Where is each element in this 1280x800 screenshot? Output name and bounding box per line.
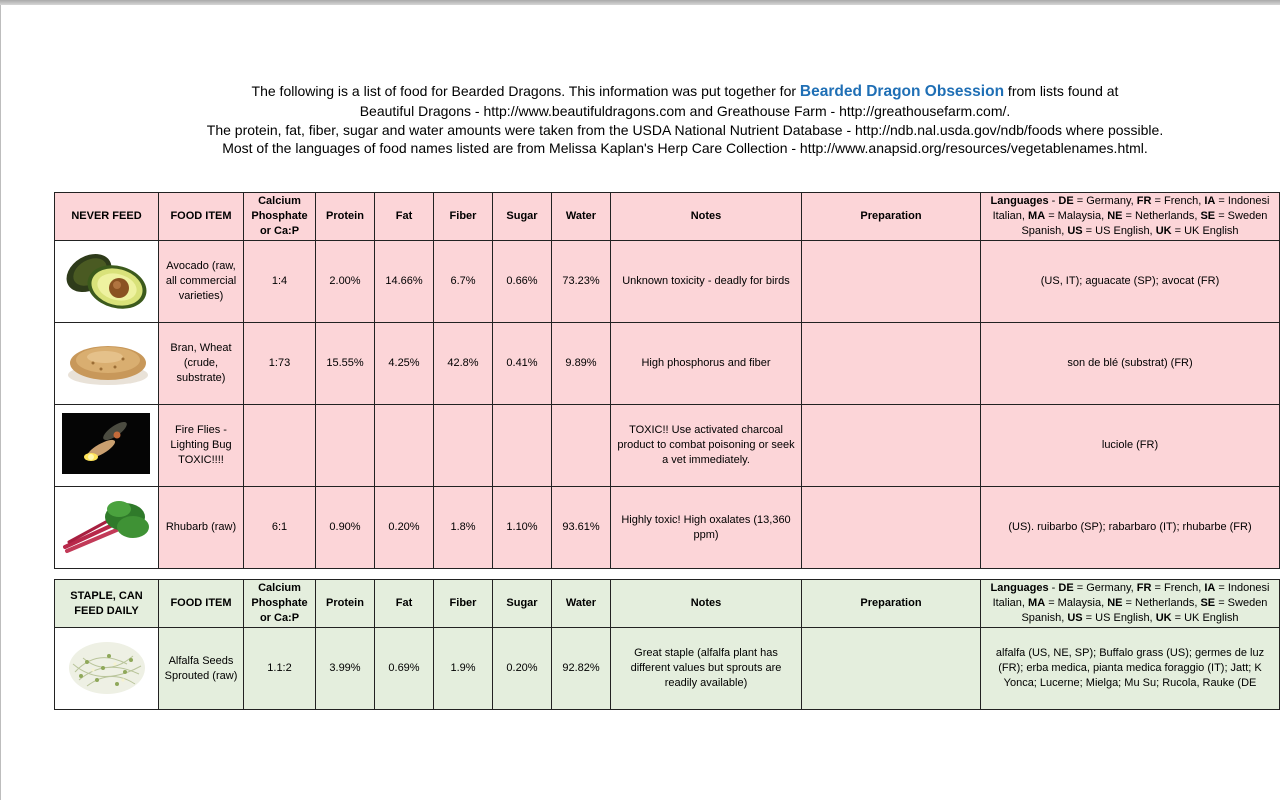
intro-line-2: Beautiful Dragons - http://www.beautifuldragons.com and Greathouse Farm - http://greathousefarm.com/. xyxy=(359,102,1011,119)
food-name: Alfalfa Seeds Sprouted (raw) xyxy=(159,628,244,710)
notes-value: Great staple (alfalfa plant has different values but sprouts are readily available) xyxy=(611,628,802,710)
header-fat: Fat xyxy=(375,580,434,628)
header-notes: Notes xyxy=(611,193,802,241)
header-fat: Fat xyxy=(375,193,434,241)
sugar-value: 0.20% xyxy=(493,628,552,710)
preparation-value xyxy=(802,487,981,569)
notes-value: High phosphorus and fiber xyxy=(611,323,802,405)
intro-text xyxy=(185,82,1185,158)
table-row xyxy=(55,405,1280,487)
header-food-item: FOOD ITEM xyxy=(159,580,244,628)
food-name: Bran, Wheat (crude, substrate) xyxy=(159,323,244,405)
food-name: Avocado (raw, all commercial varieties) xyxy=(159,241,244,323)
languages-legend-2: Italian, MA = Malaysia, NE = Netherlands, SE = Sweden xyxy=(992,597,1268,609)
protein-value xyxy=(316,405,375,487)
header-languages xyxy=(981,580,1280,628)
never-feed-table xyxy=(54,192,1280,569)
avocado-image xyxy=(55,241,159,323)
ca-p-ratio: 1.1:2 xyxy=(244,628,316,710)
header-preparation: Preparation xyxy=(802,580,981,628)
wheat-bran-image xyxy=(55,323,159,405)
wheat-bran-icon xyxy=(57,323,157,399)
sugar-value: 0.66% xyxy=(493,241,552,323)
intro-line-4: Most of the languages of food names listed are from Melissa Kaplan's Herp Care Collection - http://www.anapsid.org/resources/vegetablenames.html. xyxy=(222,140,1148,157)
rhubarb-image xyxy=(55,487,159,569)
preparation-value xyxy=(802,323,981,405)
header-languages xyxy=(981,193,1280,241)
intro-line-1: The following is a list of food for Bearded Dragons. This information was put together for Bearded Dragon Obsession from lists found at xyxy=(251,83,1119,100)
languages-legend-3: Spanish, US = US English, UK = UK English xyxy=(1021,612,1239,624)
header-food-item: FOOD ITEM xyxy=(159,193,244,241)
alfalfa-sprouts-image xyxy=(55,628,159,710)
table-row xyxy=(55,628,1280,710)
ca-p-ratio: 1:4 xyxy=(244,241,316,323)
languages-legend-1: Languages - DE = Germany, FR = French, IA = Indonesi xyxy=(990,582,1270,594)
fiber-value: 1.8% xyxy=(434,487,493,569)
window-top-border xyxy=(0,0,1280,5)
table-row xyxy=(55,241,1280,323)
header-calcium: Calcium Phosphate or Ca:P xyxy=(244,193,316,241)
languages-legend-3: Spanish, US = US English, UK = UK English xyxy=(1021,225,1239,237)
alfalfa-sprouts-icon xyxy=(57,628,157,704)
header-water: Water xyxy=(552,193,611,241)
firefly-icon xyxy=(57,405,157,481)
languages-value: (US). ruibarbo (SP); rabarbaro (IT); rhubarbe (FR) xyxy=(981,487,1280,569)
header-calcium: Calcium Phosphate or Ca:P xyxy=(244,580,316,628)
header-fiber: Fiber xyxy=(434,193,493,241)
protein-value: 15.55% xyxy=(316,323,375,405)
notes-value: TOXIC!! Use activated charcoal product to combat poisoning or seek a vet immediately. xyxy=(611,405,802,487)
avocado-icon xyxy=(57,241,157,317)
languages-value: alfalfa (US, NE, SP); Buffalo grass (US); germes de luz (FR); erba medica, pianta medica foraggio (IT); Jatt; K Yonca; Lucerne; Mielga; Mu Su; Rucola, Rauke (DE xyxy=(981,628,1280,710)
sugar-value: 0.41% xyxy=(493,323,552,405)
fat-value: 4.25% xyxy=(375,323,434,405)
sugar-value xyxy=(493,405,552,487)
water-value: 93.61% xyxy=(552,487,611,569)
header-preparation: Preparation xyxy=(802,193,981,241)
food-name: Fire Flies - Lighting Bug TOXIC!!!! xyxy=(159,405,244,487)
languages-value: (US, IT); aguacate (SP); avocat (FR) xyxy=(981,241,1280,323)
brand-name: Bearded Dragon Obsession xyxy=(799,83,1005,100)
table-row xyxy=(55,323,1280,405)
fat-value xyxy=(375,405,434,487)
fiber-value: 42.8% xyxy=(434,323,493,405)
fat-value: 14.66% xyxy=(375,241,434,323)
staple-table xyxy=(54,579,1280,710)
water-value xyxy=(552,405,611,487)
water-value: 92.82% xyxy=(552,628,611,710)
food-name: Rhubarb (raw) xyxy=(159,487,244,569)
protein-value: 2.00% xyxy=(316,241,375,323)
fiber-value: 1.9% xyxy=(434,628,493,710)
fiber-value: 6.7% xyxy=(434,241,493,323)
protein-value: 3.99% xyxy=(316,628,375,710)
languages-value: luciole (FR) xyxy=(981,405,1280,487)
languages-legend-1: Languages - DE = Germany, FR = French, IA = Indonesi xyxy=(990,195,1270,207)
intro-line-3: The protein, fat, fiber, sugar and water amounts were taken from the USDA National Nutrient Database - http://ndb.nal.usda.gov/ndb/foods where possible. xyxy=(206,121,1164,138)
water-value: 9.89% xyxy=(552,323,611,405)
ca-p-ratio: 1:73 xyxy=(244,323,316,405)
ca-p-ratio xyxy=(244,405,316,487)
category-staple: STAPLE, CAN FEED DAILY xyxy=(55,580,159,628)
ca-p-ratio: 6:1 xyxy=(244,487,316,569)
preparation-value xyxy=(802,628,981,710)
table-row xyxy=(55,487,1280,569)
category-never-feed: NEVER FEED xyxy=(55,193,159,241)
fiber-value xyxy=(434,405,493,487)
languages-legend-2: Italian, MA = Malaysia, NE = Netherlands, SE = Sweden xyxy=(992,210,1268,222)
languages-value: son de blé (substrat) (FR) xyxy=(981,323,1280,405)
preparation-value xyxy=(802,241,981,323)
table-header-row xyxy=(55,193,1280,241)
header-notes: Notes xyxy=(611,580,802,628)
header-protein: Protein xyxy=(316,580,375,628)
table-header-row xyxy=(55,580,1280,628)
protein-value: 0.90% xyxy=(316,487,375,569)
notes-value: Unknown toxicity - deadly for birds xyxy=(611,241,802,323)
header-sugar: Sugar xyxy=(493,193,552,241)
fat-value: 0.69% xyxy=(375,628,434,710)
header-sugar: Sugar xyxy=(493,580,552,628)
notes-value: Highly toxic! High oxalates (13,360 ppm) xyxy=(611,487,802,569)
page-left-border xyxy=(0,5,1,800)
fat-value: 0.20% xyxy=(375,487,434,569)
header-protein: Protein xyxy=(316,193,375,241)
rhubarb-icon xyxy=(57,487,157,563)
header-water: Water xyxy=(552,580,611,628)
firefly-image xyxy=(55,405,159,487)
sugar-value: 1.10% xyxy=(493,487,552,569)
header-fiber: Fiber xyxy=(434,580,493,628)
water-value: 73.23% xyxy=(552,241,611,323)
preparation-value xyxy=(802,405,981,487)
